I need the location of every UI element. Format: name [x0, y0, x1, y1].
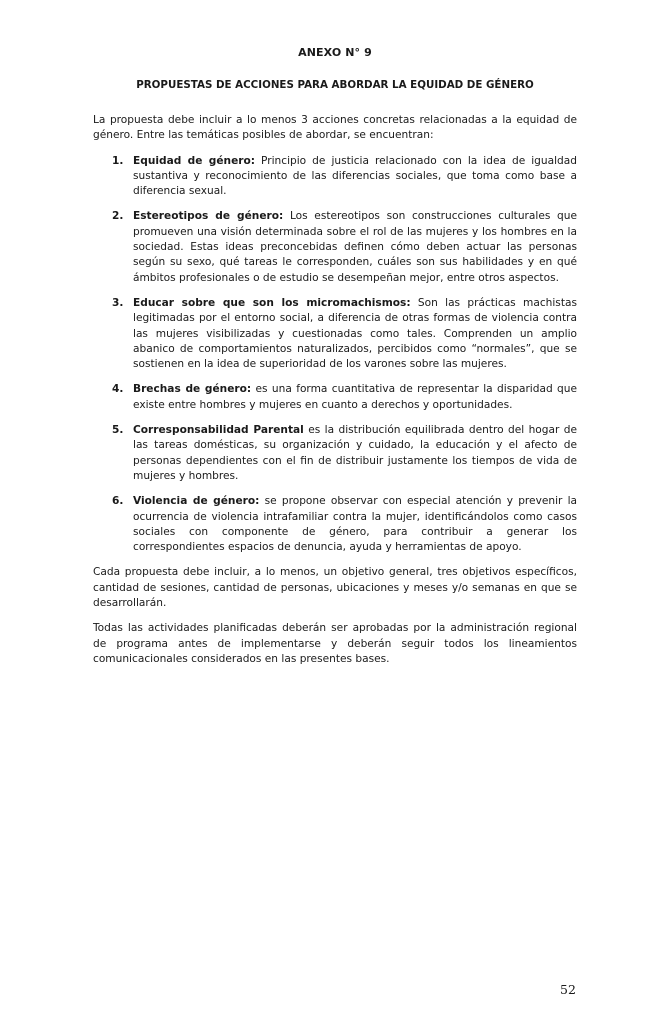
list-item-number: 1.	[112, 154, 124, 167]
list-item-number: 5.	[112, 424, 124, 437]
document-body	[93, 113, 577, 677]
list-item	[93, 154, 577, 200]
list-item	[93, 423, 577, 484]
list-item-term: Equidad de género:	[133, 154, 255, 167]
section-subtitle: PROPUESTAS DE ACCIONES PARA ABORDAR LA EQUIDAD DE GÉNERO	[136, 79, 534, 91]
intro-paragraph: La propuesta debe incluir a lo menos 3 acciones concretas relacionadas a la equidad de género. Entre las temáticas posibles de abordar, se encuentran:	[93, 114, 577, 142]
list-item	[93, 209, 577, 285]
approval-paragraph: Todas las actividades planificadas deberán ser aprobadas por la administración regional de programa antes de implementarse y deberán seguir todos los lineamientos comunicacionales considerados en las presentes bases.	[93, 622, 577, 665]
page-number: 52	[560, 982, 576, 997]
requirements-paragraph: Cada propuesta debe incluir, a lo menos, un objetivo general, tres objetivos específicos, cantidad de sesiones, cantidad de personas, ubicaciones y meses y/o semanas en que se desarrollarán.	[93, 566, 577, 610]
list-item-text: Los estereotipos son construcciones culturales que promueven una visión determinada sobre el rol de las mujeres y los hombres en la sociedad. Estas ideas preconcebidas definen cómo deben actuar las personas según su sexo, qué tareas le corresponden, cuáles son sus habilidades y en qué ámbitos profesionales o de estudio se desempeñan mejor, entre otros aspectos.	[133, 210, 577, 284]
list-item-number: 4.	[112, 383, 124, 396]
list-item-term: Brechas de género:	[133, 383, 252, 396]
topics-list	[93, 154, 577, 556]
list-item-number: 2.	[112, 210, 124, 223]
list-item	[93, 382, 577, 413]
list-item-text: Principio de justicia relacionado con la idea de igualdad sustantiva y reconocimiento de las diferencias sociales, que toma como base a diferencia sexual.	[133, 154, 577, 198]
list-item-term: Corresponsabilidad Parental	[133, 424, 304, 437]
list-item-text: es la distribución equilibrada dentro del hogar de las tareas domésticas, su organización y cuidado, la educación y el afecto de personas dependientes con el fin de distribuir justamente los tiempos de vida de mujeres y hombres.	[133, 424, 577, 482]
list-item	[93, 494, 577, 555]
list-item-term: Estereotipos de género:	[133, 210, 284, 223]
list-item-number: 6.	[112, 495, 124, 508]
list-item-text: es una forma cuantitativa de representar la disparidad que existe entre hombres y mujeres en cuanto a derechos y oportunidades.	[133, 383, 578, 411]
annex-title: ANEXO N° 9	[298, 46, 372, 59]
list-item-number: 3.	[112, 296, 124, 309]
list-item-text: se propone observar con especial atención y prevenir la ocurrencia de violencia intrafamiliar contra la mujer, identificándolos como casos sociales con componente de género, para contribuir a generar los correspondientes espacios de denuncia, ayuda y herramientas de apoyo.	[133, 495, 578, 554]
list-item	[93, 296, 577, 372]
list-item-text: Son las prácticas machistas legitimadas por el entorno social, a diferencia de otras formas de violencia contra las mujeres visibilizadas y cuestionadas como tales. Comprenden un amplio abanico de comportamientos naturalizados, percibidos como “normales”, que se sostienen en la idea de superioridad de los varones sobre las mujeres.	[133, 296, 577, 371]
list-item-term: Educar sobre que son los micromachismos:	[133, 296, 411, 309]
list-item-term: Violencia de género:	[133, 495, 260, 508]
